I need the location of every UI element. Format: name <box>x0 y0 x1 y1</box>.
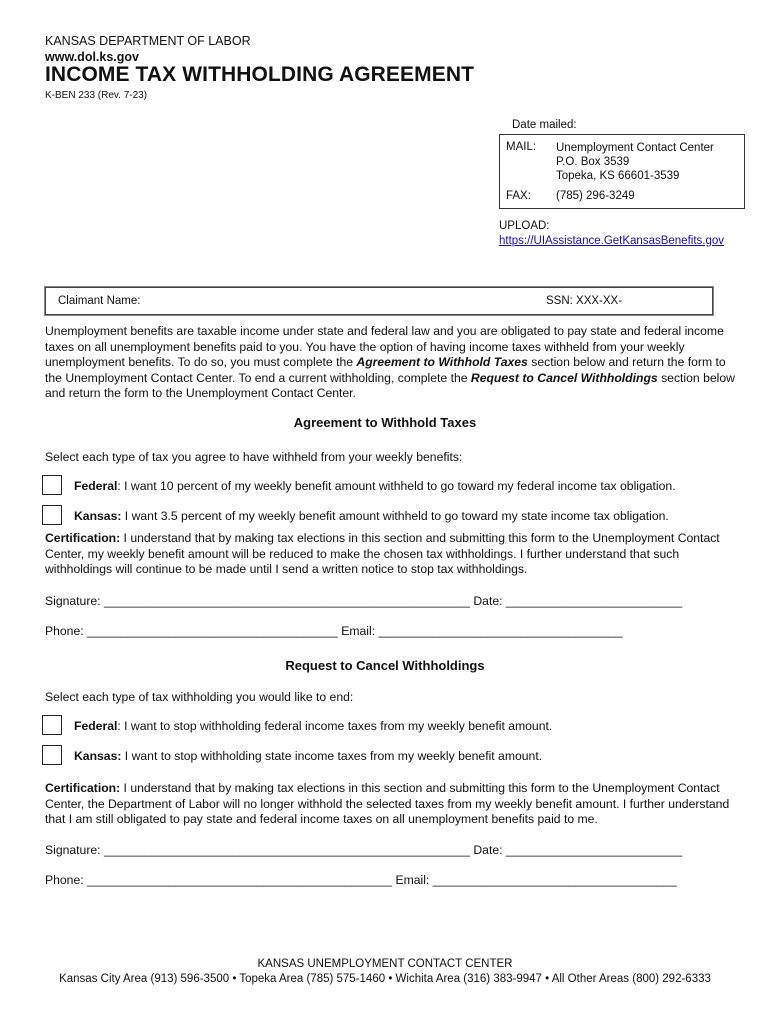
kansas-withhold-text: I want 3.5 percent of my weekly benefit amount withheld to go toward my state income tax obligation. <box>121 509 669 523</box>
cancel-phone-label: Phone: <box>45 873 84 887</box>
agreement-phone-field[interactable]: _____________________________________ <box>87 624 338 638</box>
intro-bold-cancel: Request to Cancel Withholdings <box>470 370 658 385</box>
federal-withhold-text: : I want 10 percent of my weekly benefit amount withheld to go toward my federal income tax obligation. <box>117 479 676 493</box>
cancel-signature-field[interactable]: ______________________________________________________ <box>103 843 470 857</box>
kansas-cancel-option <box>74 749 542 763</box>
agreement-signature-field[interactable]: ______________________________________________________ <box>103 594 470 608</box>
agreement-date-label: Date: <box>473 594 503 608</box>
mailing-address-box <box>499 134 745 209</box>
agreement-heading: Agreement to Withhold Taxes <box>293 415 477 430</box>
form-number: K-BEN 233 (Rev. 7-23) <box>45 90 148 101</box>
federal-cancel-checkbox[interactable] <box>42 715 62 735</box>
agreement-email-label: Email: <box>341 624 376 638</box>
agreement-certification <box>45 531 735 578</box>
agreement-cert-label: Certification: <box>45 531 121 545</box>
federal-cancel-text: : I want to stop withholding federal income taxes from my weekly benefit amount. <box>117 719 553 733</box>
fax-label: FAX: <box>506 190 531 202</box>
cancel-email-field[interactable]: ____________________________________ <box>432 873 677 887</box>
kansas-cancel-checkbox[interactable] <box>42 745 62 765</box>
footer-phone-numbers: Kansas City Area (913) 596-3500 • Topeka Area (785) 575-1460 • Wichita Area (316) 383-9947 • All Other Areas (800) 292-6333 <box>59 973 711 985</box>
cancel-cert-label: Certification: <box>45 781 121 795</box>
kansas-withhold-checkbox[interactable] <box>42 505 62 525</box>
agreement-signature-label: Signature: <box>45 594 101 608</box>
mail-line-3: Topeka, KS 66601-3539 <box>556 170 680 182</box>
intro-text-1: Unemployment benefits are taxable income under state and federal law and you are obligated to pay state and federal income taxes on all unemployment benefits paid to you. You have the option of having income taxes withheld from your weekly unemployment benefits. To do so, you must complete the <box>45 324 724 370</box>
kansas-withhold-label: Kansas: <box>74 509 122 523</box>
upload-link[interactable]: https://UIAssistance.GetKansasBenefits.gov <box>499 235 725 247</box>
fax-value: (785) 296-3249 <box>556 190 635 202</box>
mail-line-1: Unemployment Contact Center <box>556 142 714 154</box>
cancel-heading: Request to Cancel Withholdings <box>285 658 485 673</box>
federal-cancel-label: Federal <box>74 719 118 733</box>
agreement-phone-label: Phone: <box>45 624 84 638</box>
claimant-info-box[interactable] <box>45 287 713 315</box>
federal-cancel-option <box>74 719 552 733</box>
cancel-signature-label: Signature: <box>45 843 101 857</box>
agency-name: KANSAS DEPARTMENT OF LABOR <box>45 34 251 48</box>
intro-text-2: section below and return the form to the Unemployment Contact Center. To end a current withholding, complete the <box>45 355 726 385</box>
cancel-cert-text: I understand that by making tax elections in this section and submitting this form to the Unemployment Contact Center, the Department of Labor will no longer withhold the selected taxes from my weekly benefit amount. I further understand that I am still obligated to pay state and federal income taxes on all unemployment benefits paid to me. <box>45 781 730 827</box>
ssn-label: SSN: XXX-XX- <box>546 295 623 307</box>
cancel-email-label: Email: <box>395 873 430 887</box>
cancel-instruction: Select each type of tax withholding you would like to end: <box>45 690 354 704</box>
intro-bold-agreement: Agreement to Withhold Taxes <box>356 355 528 370</box>
cancel-contact-row <box>45 873 677 887</box>
cancel-date-field[interactable]: __________________________ <box>505 843 683 857</box>
claimant-name-label: Claimant Name: <box>58 295 141 307</box>
agreement-email-field[interactable]: ____________________________________ <box>378 624 623 638</box>
agency-website[interactable]: www.dol.ks.gov <box>45 50 139 64</box>
kansas-cancel-label: Kansas: <box>74 749 122 763</box>
date-mailed-label: Date mailed: <box>512 119 577 131</box>
footer-center-name: KANSAS UNEMPLOYMENT CONTACT CENTER <box>257 958 513 970</box>
mail-label: MAIL: <box>506 141 537 153</box>
agreement-cert-text: I understand that by making tax elections in this section and submitting this form to the Unemployment Contact Center, my weekly benefit amount will be reduced to make the chosen tax withholdings. I further understand that such withholdings will continue to be made until I send a written notice to stop tax withholdings. <box>45 531 720 577</box>
federal-withhold-option <box>74 479 676 493</box>
intro-paragraph <box>45 324 735 402</box>
kansas-cancel-text: I want to stop withholding state income taxes from my weekly benefit amount. <box>121 749 543 763</box>
agreement-signature-row <box>45 594 682 608</box>
cancel-date-label: Date: <box>473 843 503 857</box>
upload-label: UPLOAD: <box>499 220 550 232</box>
cancel-certification <box>45 781 735 828</box>
cancel-phone-field[interactable]: _____________________________________________ <box>87 873 393 887</box>
agreement-contact-row <box>45 624 623 638</box>
intro-text-3: section below and return the form to the Unemployment Contact Center. <box>45 370 735 401</box>
kansas-withhold-option <box>74 509 669 523</box>
form-title: INCOME TAX WITHHOLDING AGREEMENT <box>45 63 475 86</box>
cancel-signature-row <box>45 843 682 857</box>
federal-withhold-label: Federal <box>74 479 118 493</box>
agreement-instruction: Select each type of tax you agree to have withheld from your weekly benefits: <box>45 450 463 464</box>
mail-line-2: P.O. Box 3539 <box>556 156 630 168</box>
federal-withhold-checkbox[interactable] <box>42 475 62 495</box>
agreement-date-field[interactable]: __________________________ <box>505 594 683 608</box>
